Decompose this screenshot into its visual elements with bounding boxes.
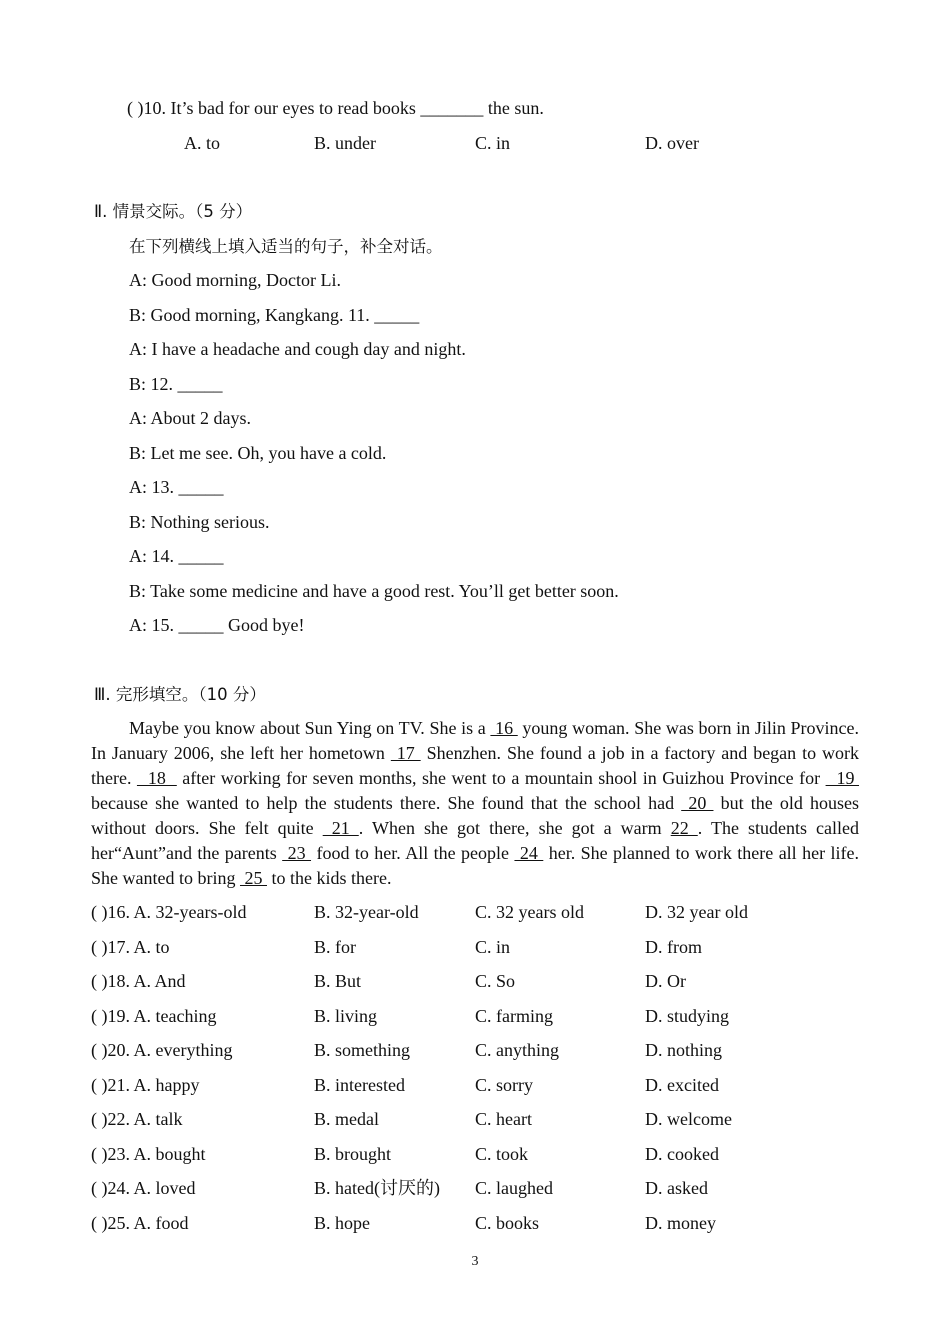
option-b: B. medal [314,1109,379,1129]
dialogue-line: A: I have a headache and cough day and night. [129,339,466,359]
question-number-option-a: ( )18. A. And [91,971,186,991]
cloze-passage: Maybe you know about Sun Ying on TV. She is a 16 young woman. She was born in Jilin Province. In January 2006, she left her hometown 17 Shenzhen. She found a job in a factory and began to work there. 18 after working for seven months, she went to a mountain shool in Guizhou Province for 19 because she wanted to help the students there. She found that the school had 20 but the old houses without doors. She felt quite 21 . When she got there, she got a warm 22 . The students called her“Aunt”and the parents 23 food to her. All the people 24 her. She planned to work there all her life. She wanted to bring 25 to the kids there. [91,718,860,888]
option-c: C. in [475,937,511,957]
question-number-option-a: ( )17. A. to [91,937,170,957]
option-c: C. anything [475,1040,559,1060]
option-b: B. hated(讨厌的) [314,1178,440,1198]
section-2-heading: Ⅱ. 情景交际。（5 分） [94,202,253,221]
option-d: D. nothing [645,1040,723,1060]
option-b: B. for [314,937,356,957]
blank-23: 23 [282,843,312,863]
option-d: D. from [645,937,702,957]
question-number-option-a: ( )25. A. food [91,1213,189,1233]
question-number-option-a: ( )24. A. loved [91,1178,196,1198]
question-10-option-b: B. under [314,133,376,153]
section-2-instruction: 在下列横线上填入适当的句子，补全对话。 [129,237,443,256]
option-d: D. 32 year old [645,902,748,922]
option-d: D. welcome [645,1109,732,1129]
question-10-option-c: C. in [475,133,511,153]
dialogue-line: A: 13. _____ [129,477,224,497]
blank-16: 16 [490,718,518,738]
option-d: D. Or [645,971,686,991]
option-b: B. living [314,1006,378,1026]
blank-22: 22 [670,818,698,838]
dialogue-line: B: 12. _____ [129,374,223,394]
question-10-option-d: D. over [645,133,699,153]
dialogue-line: B: Let me see. Oh, you have a cold. [129,443,387,463]
section-3-heading: Ⅲ. 完形填空。（10 分） [94,685,266,704]
question-number-option-a: ( )22. A. talk [91,1109,183,1129]
dialogue-line: B: Nothing serious. [129,512,270,532]
option-c: C. sorry [475,1075,533,1095]
dialogue-line: A: About 2 days. [129,408,252,428]
option-d: D. asked [645,1178,708,1198]
dialogue-line: A: Good morning, Doctor Li. [129,270,341,290]
option-c: C. took [475,1144,529,1164]
option-c: C. So [475,971,516,991]
blank-18: 18 [136,768,177,788]
option-c: C. laughed [475,1178,553,1198]
question-number-option-a: ( )23. A. bought [91,1144,206,1164]
option-c: C. heart [475,1109,532,1129]
dialogue-line: A: 14. _____ [129,546,224,566]
option-d: D. studying [645,1006,730,1026]
option-b: B. interested [314,1075,405,1095]
option-b: B. 32-year-old [314,902,419,922]
question-number-option-a: ( )21. A. happy [91,1075,200,1095]
blank-24: 24 [514,843,544,863]
blank-17: 17 [390,743,421,763]
question-10-option-a: A. to [184,133,220,153]
dialogue-line: B: Good morning, Kangkang. 11. _____ [129,305,420,325]
option-c: C. 32 years old [475,902,584,922]
question-number-option-a: ( )20. A. everything [91,1040,233,1060]
option-b: B. But [314,971,362,991]
blank-19: 19 [825,768,860,788]
dialogue-line: A: 15. _____ Good bye! [129,615,305,635]
blank-25: 25 [239,868,267,888]
option-c: C. farming [475,1006,553,1026]
dialogue-line: B: Take some medicine and have a good rest. You’ll get better soon. [129,581,619,601]
question-10-stem: ( )10. It’s bad for our eyes to read books _______ the sun. [127,98,544,118]
option-d: D. cooked [645,1144,719,1164]
blank-20: 20 [681,793,714,813]
option-b: B. something [314,1040,411,1060]
page-number: 3 [471,1254,479,1269]
option-c: C. books [475,1213,540,1233]
option-b: B. brought [314,1144,392,1164]
question-number-option-a: ( )19. A. teaching [91,1006,217,1026]
option-d: D. excited [645,1075,719,1095]
blank-21: 21 [322,818,359,838]
option-d: D. money [645,1213,716,1233]
question-number-option-a: ( )16. A. 32-years-old [91,902,247,922]
option-b: B. hope [314,1213,370,1233]
